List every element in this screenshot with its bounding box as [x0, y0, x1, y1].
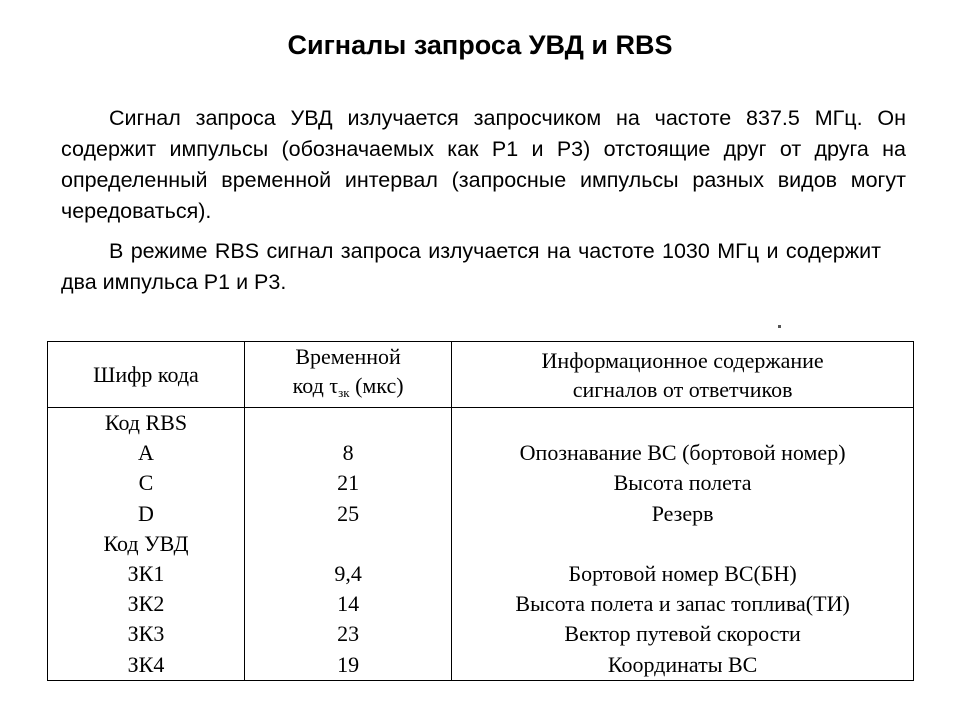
table-row	[48, 619, 914, 649]
cell-interval	[244, 408, 451, 439]
cell-interval: 23	[244, 619, 451, 649]
table-row	[48, 438, 914, 468]
header-interval-line1: Временной	[295, 344, 401, 369]
paragraph-uvd: Сигнал запроса УВД излучается запросчиком на частоте 837.5 МГц. Он содержит импульсы (обозначаемых как Р1 и Р3) отстоящие друг от друга на определенный временной интервал (запросные импульсы разных видов могут чередоваться).	[61, 106, 906, 223]
header-interval	[244, 342, 451, 408]
cell-info: Вектор путевой скорости	[452, 619, 914, 649]
cell-code: Код УВД	[48, 529, 245, 559]
cell-code: ЗК2	[48, 589, 245, 619]
table-row	[48, 468, 914, 498]
cell-code: ЗК3	[48, 619, 245, 649]
cell-code: C	[48, 468, 245, 498]
cell-info: Высота полета	[452, 468, 914, 498]
header-code: Шифр кода	[48, 342, 245, 408]
table-row	[48, 408, 914, 439]
cell-code: Код RBS	[48, 408, 245, 439]
cell-info: Бортовой номер ВС(БН)	[452, 559, 914, 589]
code-table	[47, 341, 914, 681]
table-header-row	[48, 342, 914, 408]
cell-info: Резерв	[452, 499, 914, 529]
stray-mark	[778, 325, 781, 328]
cell-interval: 19	[244, 650, 451, 681]
table-row	[48, 559, 914, 589]
cell-interval: 9,4	[244, 559, 451, 589]
cell-code: A	[48, 438, 245, 468]
cell-code: ЗК1	[48, 559, 245, 589]
cell-interval: 8	[244, 438, 451, 468]
table-row	[48, 650, 914, 681]
paragraph-rbs: В режиме RBS сигнал запроса излучается на частоте 1030 МГц и содержит два импульса Р1 и Р3.	[61, 239, 881, 294]
cell-code: D	[48, 499, 245, 529]
header-interval-subscript: зк	[338, 385, 350, 400]
cell-info: Координаты ВС	[452, 650, 914, 681]
table-row	[48, 499, 914, 529]
cell-info: Опознавание ВС (бортовой номер)	[452, 438, 914, 468]
cell-interval	[244, 529, 451, 559]
cell-info	[452, 529, 914, 559]
table-row	[48, 529, 914, 559]
cell-interval: 21	[244, 468, 451, 498]
cell-interval: 25	[244, 499, 451, 529]
header-info-line1: Информационное содержание	[541, 347, 824, 373]
table-row	[48, 589, 914, 619]
header-info-line2: сигналов от ответчиков	[572, 376, 793, 402]
cell-info: Высота полета и запас топлива(ТИ)	[452, 589, 914, 619]
page-title: Сигналы запроса УВД и RBS	[287, 30, 673, 60]
cell-interval: 14	[244, 589, 451, 619]
cell-info	[452, 408, 914, 439]
header-interval-line2-prefix: код τ	[292, 373, 339, 398]
header-info	[452, 342, 914, 408]
cell-code: ЗК4	[48, 650, 245, 681]
header-interval-line2-suffix: (мкс)	[349, 373, 404, 398]
